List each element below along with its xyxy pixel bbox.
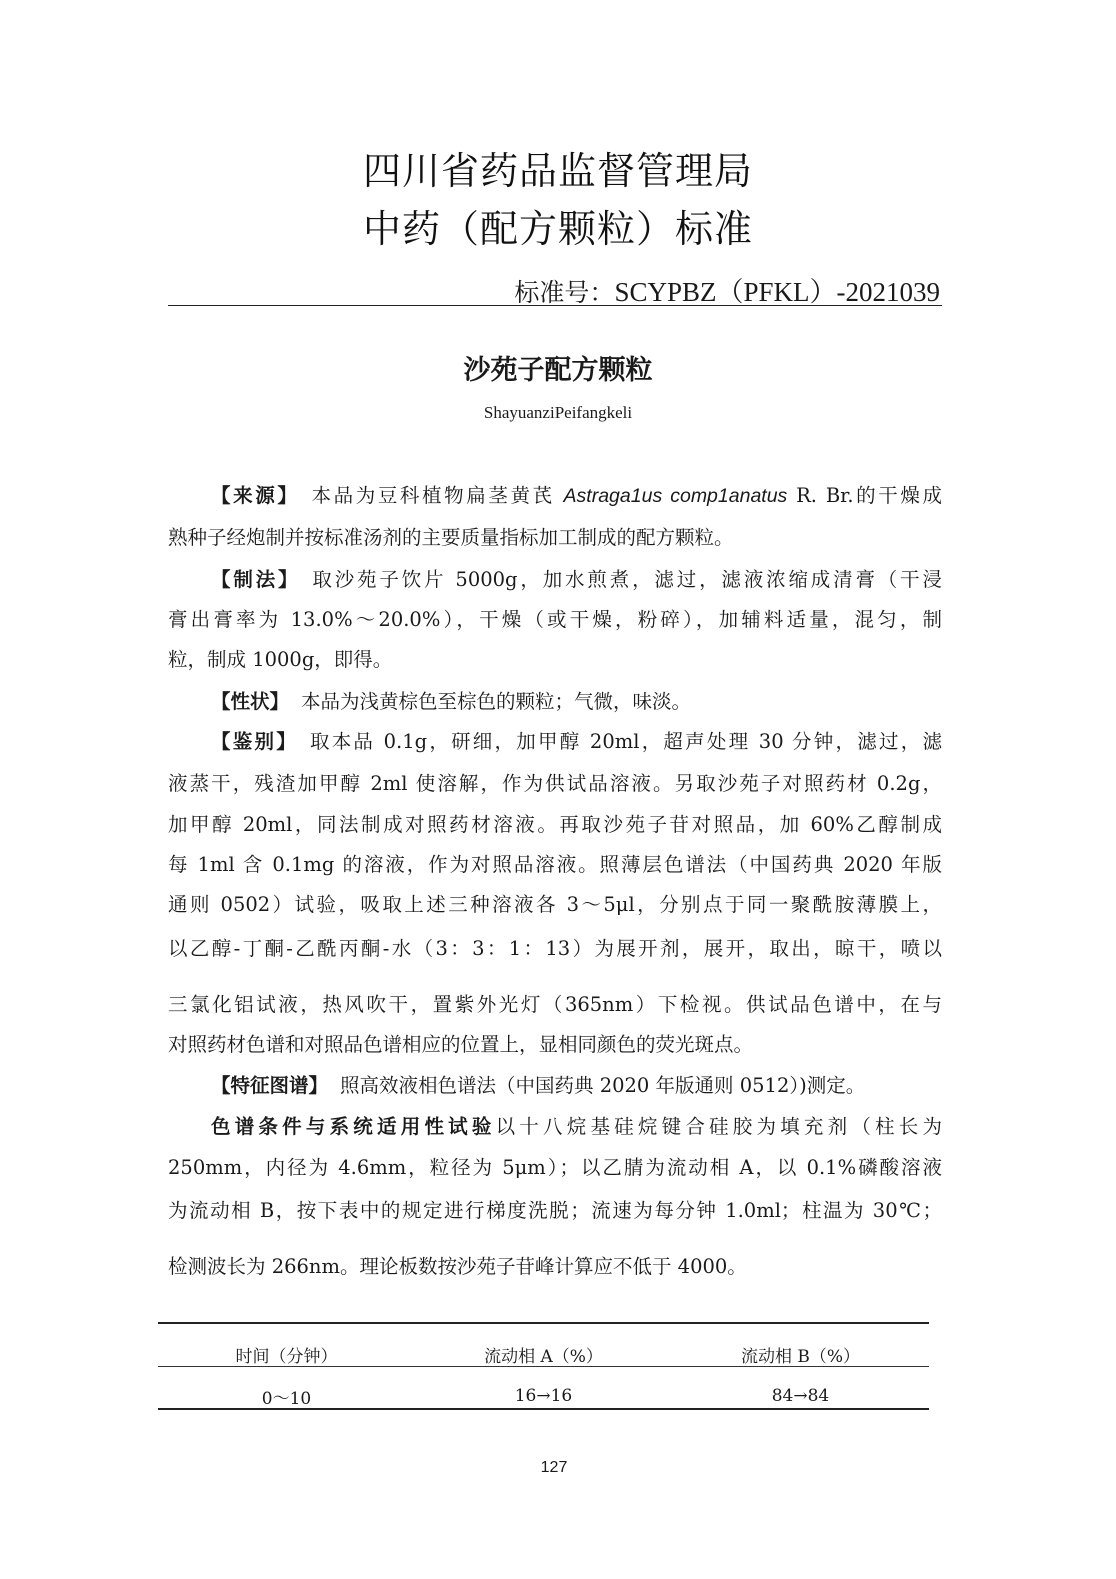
- preparation-line-1: [168, 560, 942, 600]
- identification-line-7: 三氯化铝试液，热风吹干，置紫外光灯（365nm）下检视。供试品色谱中，在与: [168, 993, 942, 1016]
- identification-line-3: 加甲醇 20ml，同法制成对照药材溶液。再取沙苑子苷对照品，加 60%乙醇制成: [168, 813, 942, 836]
- identification-line-2: 液蒸干，残渣加甲醇 2ml 使溶解，作为供试品溶液。另取沙苑子对照药材 0.2g，: [168, 772, 942, 795]
- table-header-rule: [158, 1366, 929, 1367]
- character-heading: 【性状】: [211, 690, 290, 713]
- fingerprint-heading: 【特征图谱】: [211, 1074, 329, 1097]
- preparation-line-3: 粒，制成 1000g，即得。: [168, 648, 393, 671]
- chromatography-heading: 色谱条件与系统适用性试验: [211, 1115, 496, 1138]
- identification-text: 取本品 0.1g，研细，加甲醇 20ml，超声处理 30 分钟，滤过，滤: [309, 730, 942, 753]
- chromatography-line-2: 250mm，内径为 4.6mm，粒径为 5μm）；以乙腈为流动相 A，以 0.1%磷酸溶液: [168, 1156, 942, 1179]
- identification-line-8: 对照药材色谱和对照品色谱相应的位置上，显相同颜色的荧光斑点。: [168, 1033, 754, 1056]
- identification-line-1: [168, 722, 942, 762]
- source-line-2: 熟种子经炮制并按标准汤剂的主要质量指标加工制成的配方颗粒。: [168, 526, 734, 549]
- source-text-author: R. Br.的干燥成: [787, 484, 942, 507]
- standard-number-value: SCYPBZ（PFKL）-2021039: [614, 277, 940, 307]
- character-line-1: [168, 682, 942, 722]
- table-top-rule: [158, 1322, 929, 1324]
- identification-line-5: 通则 0502）试验，吸取上述三种溶液各 3～5μl，分别点于同一聚酰胺薄膜上，: [168, 893, 942, 916]
- fingerprint-text: 照高效液相色谱法（中国药典 2020 年版通则 0512）)测定。: [340, 1074, 866, 1097]
- identification-line-4: 每 1ml 含 0.1mg 的溶液，作为对照品溶液。照薄层色谱法（中国药典 2020 年版: [168, 853, 942, 876]
- product-pinyin: ShayuanziPeifangkeli: [483, 403, 633, 422]
- chromatography-line-3: 为流动相 B，按下表中的规定进行梯度洗脱；流速为每分钟 1.0ml；柱温为 30℃；: [168, 1199, 942, 1222]
- preparation-line-2: 膏出膏率为 13.0%～20.0%），干燥（或干燥，粉碎），加辅料适量，混匀，制: [168, 608, 942, 631]
- identification-heading: 【鉴别】: [211, 730, 298, 753]
- title-line-1: 四川省药品监督管理局: [362, 149, 753, 193]
- header-divider: [168, 305, 942, 306]
- character-text: 本品为浅黄棕色至棕色的颗粒；气微，味淡。: [301, 690, 692, 713]
- source-heading: 【来源】: [211, 484, 300, 507]
- product-name: 沙苑子配方颗粒: [463, 355, 653, 386]
- table-header-mobile-b: 流动相 B（%）: [740, 1347, 861, 1367]
- chromatography-text: 以十八烷基硅烷键合硅胶为填充剂（柱长为: [495, 1115, 942, 1138]
- preparation-text: 取沙苑子饮片 5000g，加水煎煮，滤过，滤液浓缩成清膏（干浸: [312, 568, 942, 591]
- chromatography-line-4: 检测波长为 266nm。理论板数按沙苑子苷峰计算应不低于 4000。: [168, 1255, 747, 1278]
- source-text: 本品为豆科植物扁茎黄芪: [311, 484, 564, 507]
- preparation-heading: 【制法】: [211, 568, 301, 591]
- table-cell-time: 0～10: [261, 1389, 312, 1409]
- gradient-table: [158, 1322, 929, 1410]
- source-line-1: [168, 476, 942, 516]
- title-line-2: 中药（配方颗粒）标准: [362, 207, 753, 251]
- table-header-mobile-a: 流动相 A（%）: [484, 1347, 603, 1367]
- table-bottom-rule: [158, 1408, 929, 1410]
- table-cell-mobile-a: 16→16: [514, 1386, 573, 1406]
- standard-number: [514, 270, 940, 309]
- chromatography-line-1: [168, 1107, 942, 1147]
- table-cell-mobile-b: 84→84: [771, 1386, 830, 1406]
- latin-name: Astraga1us comp1anatus: [563, 485, 788, 507]
- standard-number-label: 标准号：: [514, 278, 615, 307]
- page-number: 127: [540, 1459, 568, 1476]
- identification-line-6: 以乙醇-丁酮-乙酰丙酮-水（3：3：1：13）为展开剂，展开，取出，晾干，喷以: [168, 937, 942, 960]
- table-header-time: 时间（分钟）: [235, 1347, 338, 1367]
- fingerprint-line-1: [168, 1066, 942, 1106]
